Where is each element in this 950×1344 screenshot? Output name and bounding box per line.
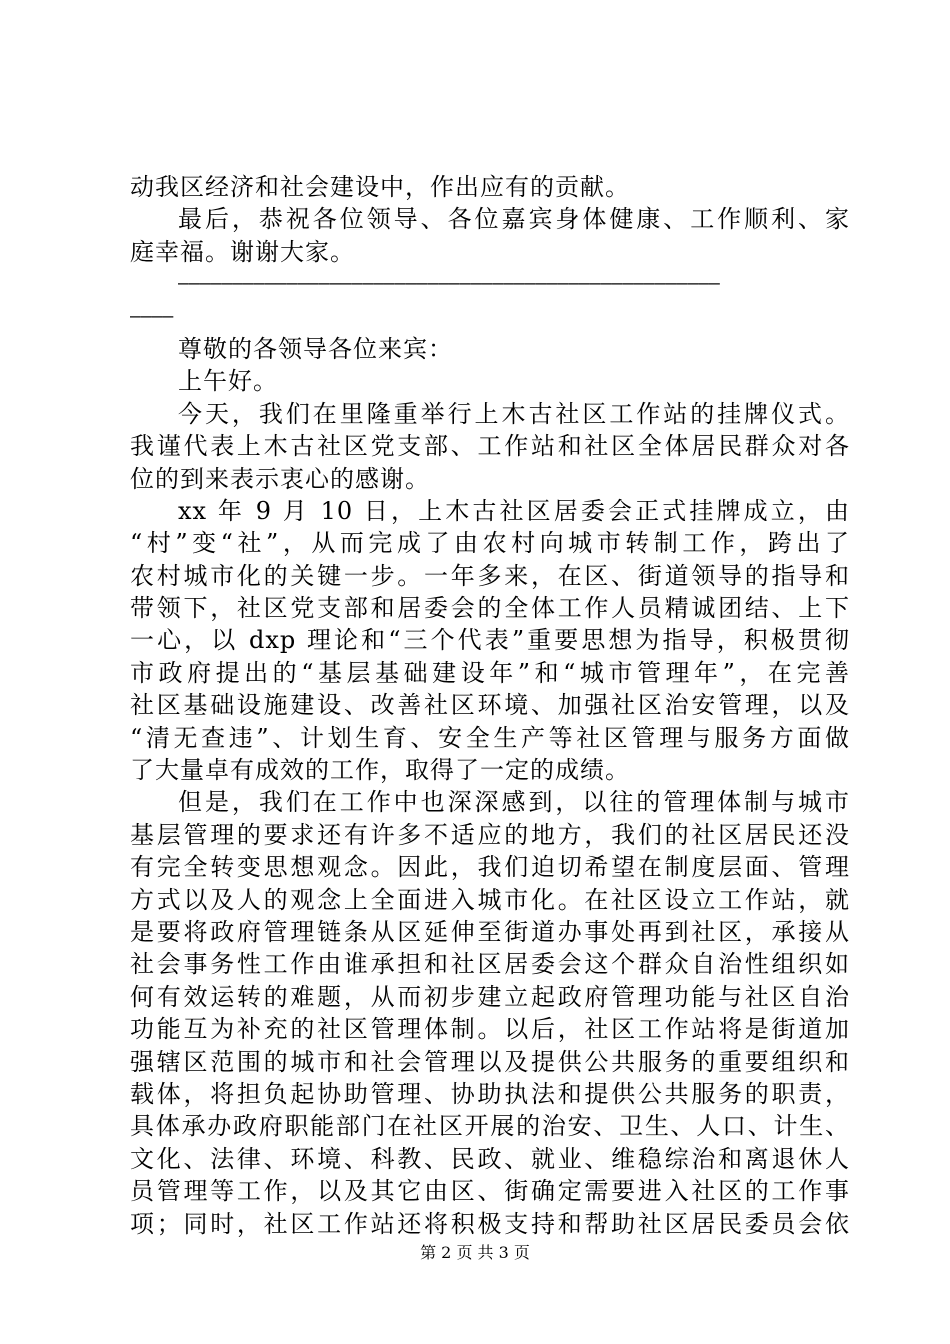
text-line: 农村城市化的关键一步。一年多来，在区、街道领导的指导和 bbox=[130, 561, 850, 590]
text-line: 带领下，社区党支部和居委会的全体工作人员精诚团结、上下 bbox=[130, 594, 850, 623]
text-line: 尊敬的各领导各位来宾： bbox=[178, 334, 453, 363]
text-line: 上午好。 bbox=[178, 367, 278, 396]
text-line: 庭幸福。谢谢大家。 bbox=[130, 237, 355, 266]
document-body bbox=[130, 171, 850, 1240]
text-line: “清无查违”、计划生育、安全生产等社区管理与服务方面做 bbox=[130, 723, 850, 752]
text-line: 功能互为补充的社区管理体制。以后，社区工作站将是街道加 bbox=[130, 1015, 850, 1044]
text-line: 社会事务性工作由谁承担和社区居委会这个群众自治性组织如 bbox=[130, 950, 850, 979]
text-line: 我谨代表上木古社区党支部、工作站和社区全体居民群众对各 bbox=[130, 432, 850, 461]
text-line: 强辖区范围的城市和社会管理以及提供公共服务的重要组织和 bbox=[130, 1047, 850, 1076]
text-line: 最后，恭祝各位领导、各位嘉宾身体健康、工作顺利、家 bbox=[178, 205, 850, 234]
text-line: 载体，将担负起协助管理、协助执法和提供公共服务的职责， bbox=[130, 1079, 850, 1108]
text-line: 员管理等工作，以及其它由区、街确定需要进入社区的工作事 bbox=[130, 1177, 850, 1206]
text-line: 是要将政府管理链条从区延伸至街道办事处再到社区，承接从 bbox=[130, 917, 850, 946]
separator-line: —————————————————————————————————————————————————— bbox=[178, 273, 720, 295]
text-line: 具体承办政府职能部门在社区开展的治安、卫生、人口、计生、 bbox=[130, 1112, 850, 1141]
page-footer: 第 2 页 共 3 页 bbox=[420, 1243, 530, 1262]
text-line: 市政府提出的“基层基础建设年”和“城市管理年”，在完善 bbox=[130, 658, 850, 687]
text-line: 方式以及人的观念上全面进入城市化。在社区设立工作站，就 bbox=[130, 885, 850, 914]
text-line: 位的到来表示衷心的感谢。 bbox=[130, 464, 430, 493]
separator-line: ———— bbox=[130, 305, 174, 327]
text-line: 何有效运转的难题，从而初步建立起政府管理功能与社区自治 bbox=[130, 982, 850, 1011]
text-line: 了大量卓有成效的工作，取得了一定的成绩。 bbox=[130, 756, 630, 785]
text-line: 但是，我们在工作中也深深感到，以往的管理体制与城市 bbox=[178, 788, 850, 817]
text-line: 基层管理的要求还有许多不适应的地方，我们的社区居民还没 bbox=[130, 820, 850, 849]
text-line: xx 年 9 月 10 日，上木古社区居委会正式挂牌成立，由 bbox=[178, 496, 850, 525]
text-line: 有完全转变思想观念。因此，我们迫切希望在制度层面、管理 bbox=[130, 853, 850, 882]
text-line: 动我区经济和社会建设中，作出应有的贡献。 bbox=[130, 173, 630, 201]
text-line: “村”变“社”，从而完成了由农村向城市转制工作，跨出了 bbox=[130, 529, 850, 558]
text-line: 一心，以 dxp 理论和“三个代表”重要思想为指导，积极贯彻 bbox=[130, 626, 850, 655]
text-line: 文化、法律、环境、科教、民政、就业、维稳综治和离退休人 bbox=[130, 1144, 850, 1173]
text-line: 今天，我们在里隆重举行上木古社区工作站的挂牌仪式。 bbox=[178, 399, 850, 428]
text-line: 社区基础设施建设、改善社区环境、加强社区治安管理，以及 bbox=[130, 691, 850, 720]
text-line: 项；同时，社区工作站还将积极支持和帮助社区居民委员会依 bbox=[130, 1209, 850, 1238]
